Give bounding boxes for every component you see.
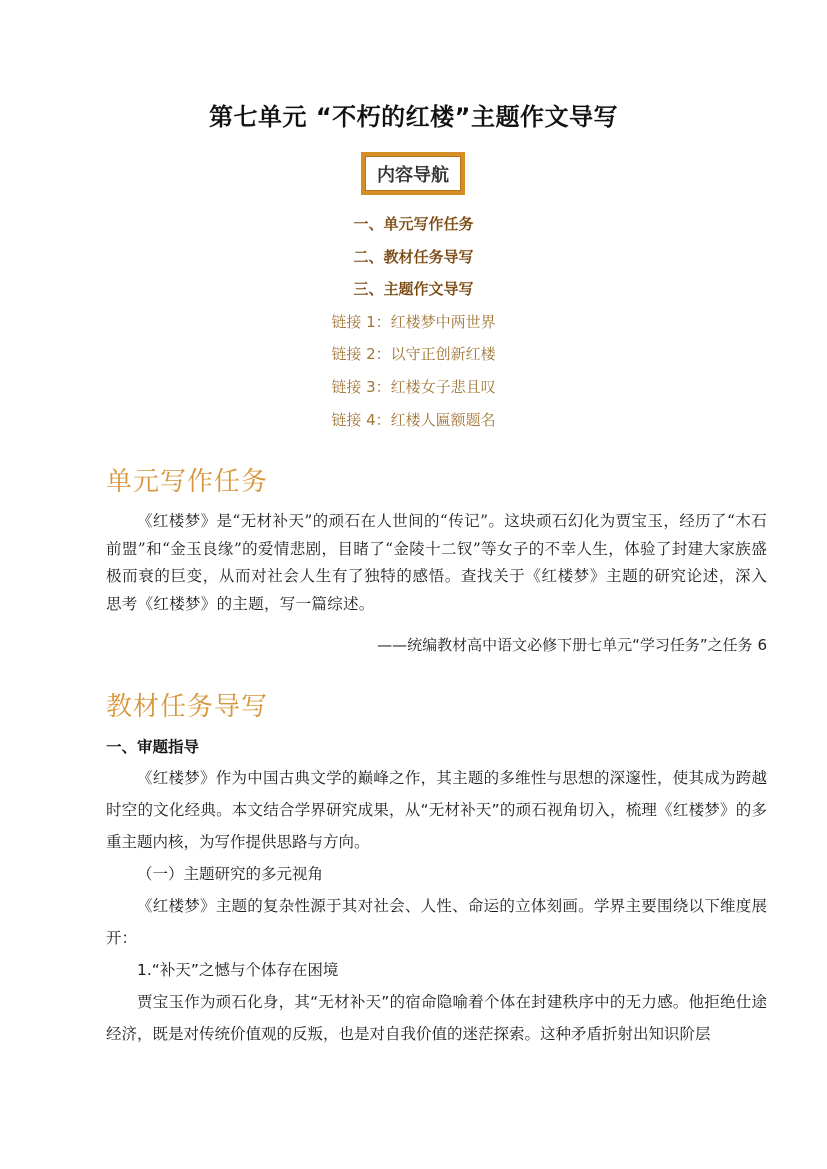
toc-item[interactable]: 二、教材任务导写: [353, 247, 474, 266]
toc-link[interactable]: 链接 2：以守正创新红楼: [331, 345, 496, 364]
content-nav-label: 内容导航: [365, 156, 461, 191]
body-paragraph: 《红楼梦》主题的复杂性源于其对社会、人性、命运的立体刻画。学界主要围绕以下维度展开：: [106, 897, 767, 947]
task-source-citation: ——统编教材高中语文必修下册七单元“学习任务”之任务 6: [377, 636, 767, 654]
section-heading-writing-task: 单元写作任务: [106, 467, 269, 497]
section-heading-textbook-guide: 教材任务导写: [106, 692, 269, 722]
toc-link[interactable]: 链接 3：红楼女子悲且叹: [331, 377, 496, 396]
content-nav-badge: [361, 152, 465, 195]
toc-item[interactable]: 三、主题作文导写: [353, 280, 474, 299]
table-of-contents: [0, 214, 827, 442]
page-title: 第七单元 “不朽的红楼”主题作文导写: [209, 103, 618, 131]
sub-section-title: （一）主题研究的多元视角: [137, 865, 324, 883]
body-paragraph: 《红楼梦》作为中国古典文学的巅峰之作，其主题的多维性与思想的深邃性，使其成为跨越时空的文化经典。本文结合学界研究成果，从“无材补天”的顽石视角切入，梳理《红楼梦》的多重主题内核，为写作提供思路与方向。: [106, 769, 767, 851]
sub-heading-review-guide: 一、审题指导: [106, 738, 200, 756]
writing-task-paragraph: 《红楼梦》是“无材补天”的顽石在人世间的“传记”。这块顽石幻化为贾宝玉，经历了“木石前盟”和“金玉良缘”的爱情悲剧，目睹了“金陵十二钗”等女子的不幸人生，体验了封建大家族盛极而衰的巨变，从而对社会人生有了独特的感悟。查找关于《红楼梦》主题的研究论述，深入思考《红楼梦》的主题，写一篇综述。: [106, 512, 767, 613]
body-paragraph: 贾宝玉作为顽石化身，其“无材补天”的宿命隐喻着个体在封建秩序中的无力感。他拒绝仕途经济，既是对传统价值观的反叛，也是对自我价值的迷茫探索。这种矛盾折射出知识阶层: [106, 993, 767, 1043]
toc-item[interactable]: 一、单元写作任务: [353, 215, 474, 233]
point-title: 1.“补天”之憾与个体存在困境: [137, 961, 339, 979]
toc-link[interactable]: 链接 4：红楼人匾额题名: [331, 410, 496, 429]
toc-link[interactable]: 链接 1：红楼梦中两世界: [331, 312, 496, 331]
